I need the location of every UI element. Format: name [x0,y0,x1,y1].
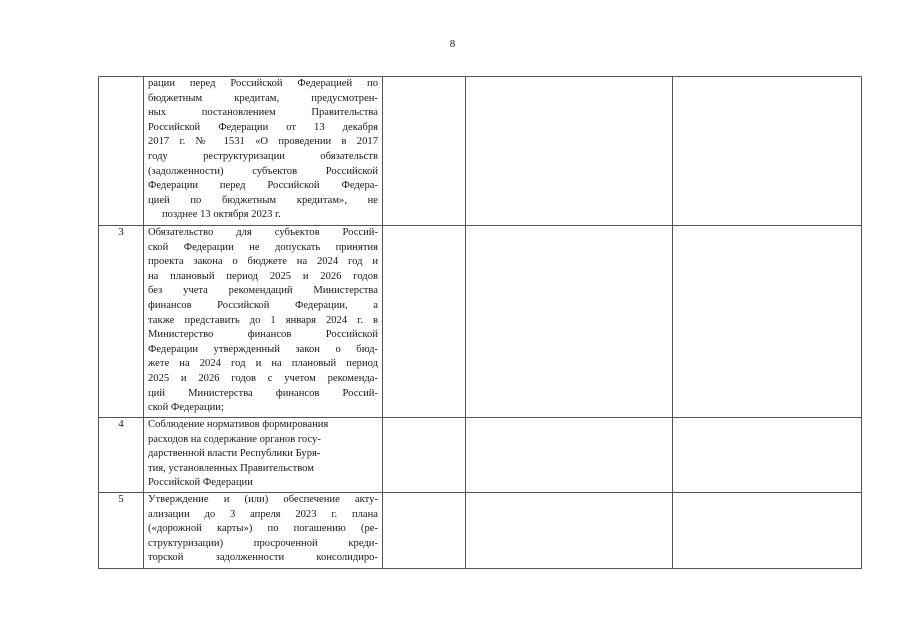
text-line: 2025 и 2026 годов с учетом рекоменда- [148,372,378,384]
text-line: Соблюдение нормативов формирования [148,419,329,430]
text-line: ской Федерации; [148,402,224,414]
empty-cell [673,226,862,418]
text-line: году реструктуризации обязательств [148,150,378,162]
text-line: позднее 13 октября 2023 г. [162,209,281,221]
empty-cell [383,226,466,418]
empty-cell [466,493,673,569]
text-line: Утверждение и (или) обеспечение акту- [148,494,378,505]
text-line: Российской Федерации [148,477,253,489]
text-line: Федерации утвержденный закон о бюд- [148,343,378,355]
text-line: 2017 г. № 1531 «О проведении в 2017 [148,136,378,148]
text-line: дарственной власти Республики Буря- [148,448,321,460]
empty-cell [383,493,466,569]
text-line: ализации до 3 апреля 2023 г. плана [148,508,378,520]
text-line: цией по бюджетным кредитам», не [148,194,378,206]
text-line: структуризации) просроченной креди- [148,537,378,549]
text-line: также представить до 1 января 2024 г. в [148,314,378,326]
requirement-text-cell [144,77,383,226]
text-line: финансов Российской Федерации, а [148,299,378,311]
text-line: на плановый период 2025 и 2026 годов [148,270,378,282]
text-line: Министерство финансов Российской [148,329,378,341]
empty-cell [673,77,862,226]
text-line: рации перед Российской Федерацией по [148,78,378,89]
empty-cell [383,77,466,226]
empty-cell [466,77,673,226]
requirement-text-cell [144,418,383,493]
text-line: ской Федерации не допускать принятия [148,241,378,253]
text-line: (задолженности) субъектов Российской [148,165,378,177]
row-number-cell: 4 [99,418,144,493]
text-line: Российской Федерации от 13 декабря [148,121,378,133]
text-line: тия, установленных Правительством [148,462,314,474]
text-line: Федерации перед Российской Федера- [148,180,378,192]
text-line: ных постановлением Правительства [148,107,378,119]
text-line: расходов на содержание органов госу- [148,433,321,445]
table-row [99,226,862,418]
row-number-cell: 3 [99,226,144,418]
row-number-cell [99,77,144,226]
page-number: 8 [449,38,456,50]
text-line: без учета рекомендаций Министерства [148,285,378,297]
text-line: жете на 2024 год и на плановый период [148,358,378,370]
text-line: ций Министерства финансов Россий- [148,387,378,399]
text-line: торской задолженности консолидиро- [148,552,378,564]
requirement-text-cell [144,493,383,569]
empty-cell [466,418,673,493]
text-line: бюджетным кредитам, предусмотрен- [148,92,378,104]
empty-cell [383,418,466,493]
empty-cell [466,226,673,418]
table-row [99,77,862,226]
document-table [98,76,862,569]
requirement-text-cell [144,226,383,418]
text-line: проекта закона о бюджете на 2024 год и [148,256,378,268]
empty-cell [673,493,862,569]
text-line: Обязательство для субъектов Россий- [148,227,378,238]
empty-cell [673,418,862,493]
table-row [99,418,862,493]
table-row [99,493,862,569]
row-number-cell: 5 [99,493,144,569]
text-line: («дорожной карты») по погашению (ре- [148,523,378,535]
